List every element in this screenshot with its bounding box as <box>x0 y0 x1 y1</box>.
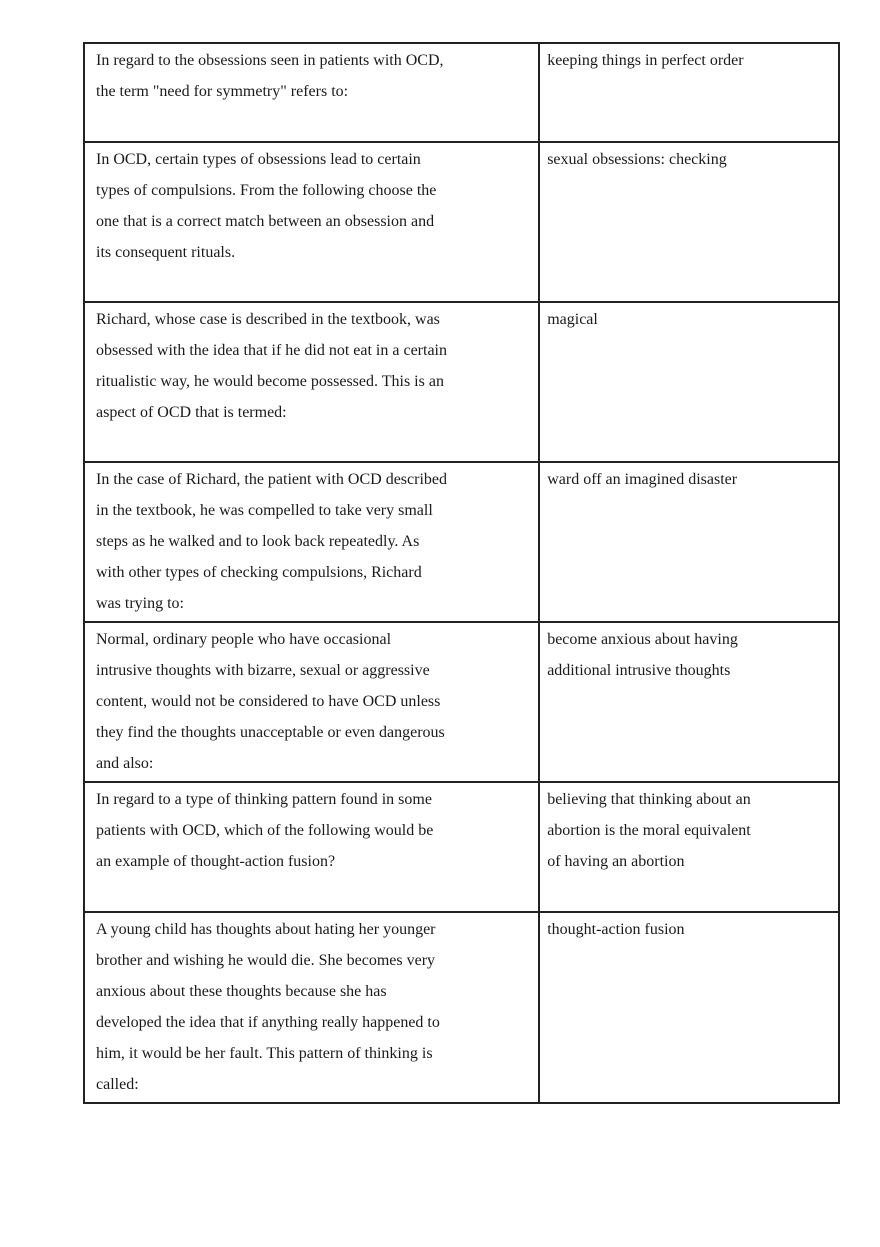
answer-text: believing that thinking about an abortion is the moral equivalent of having an abortion <box>547 791 751 870</box>
question-text: In regard to the obsessions seen in patients with OCD, the term "need for symmetry" refers to: <box>96 52 444 100</box>
table-row <box>84 302 839 462</box>
question-text: A young child has thoughts about hating her younger brother and wishing he would die. She becomes very anxious about these thoughts because she has developed the idea that if anything really happened to him, it would be her fault. This pattern of thinking is called: <box>96 921 440 1093</box>
answer-text: become anxious about having additional intrusive thoughts <box>547 631 738 679</box>
answer-text: ward off an imagined disaster <box>547 471 738 488</box>
table-row <box>84 43 839 142</box>
question-text: In OCD, certain types of obsessions lead to certain types of compulsions. From the following choose the one that is a correct match between an obsession and its consequent rituals. <box>96 151 437 261</box>
question-cell <box>84 302 539 462</box>
answer-cell <box>539 43 839 142</box>
answer-text: keeping things in perfect order <box>547 52 744 69</box>
table-row <box>84 462 839 622</box>
answer-text: magical <box>547 311 598 328</box>
question-text: In the case of Richard, the patient with OCD described in the textbook, he was compelled to take very small steps as he walked and to look back repeatedly. As with other types of checking compulsions, Richard was trying to: <box>96 471 447 612</box>
question-text: Normal, ordinary people who have occasional intrusive thoughts with bizarre, sexual or aggressive content, would not be considered to have OCD unless they find the thoughts unacceptable or even dangerous and also: <box>96 631 445 772</box>
question-cell <box>84 622 539 782</box>
answer-text: sexual obsessions: checking <box>547 151 727 168</box>
answer-cell <box>539 622 839 782</box>
table-row <box>84 142 839 302</box>
answer-cell <box>539 462 839 622</box>
answer-cell <box>539 142 839 302</box>
question-text: In regard to a type of thinking pattern found in some patients with OCD, which of the following would be an example of thought-action fusion? <box>96 791 434 870</box>
question-cell <box>84 462 539 622</box>
question-cell <box>84 912 539 1103</box>
table-row <box>84 912 839 1103</box>
answer-cell <box>539 912 839 1103</box>
table-row <box>84 782 839 912</box>
answer-text: thought-action fusion <box>547 921 685 938</box>
question-text: Richard, whose case is described in the textbook, was obsessed with the idea that if he did not eat in a certain ritualistic way, he would become possessed. This is an aspect of OCD that is termed: <box>96 311 447 421</box>
answer-cell <box>539 782 839 912</box>
question-answer-table <box>83 42 840 1104</box>
question-cell <box>84 43 539 142</box>
question-cell <box>84 782 539 912</box>
answer-cell <box>539 302 839 462</box>
question-cell <box>84 142 539 302</box>
table-row <box>84 622 839 782</box>
